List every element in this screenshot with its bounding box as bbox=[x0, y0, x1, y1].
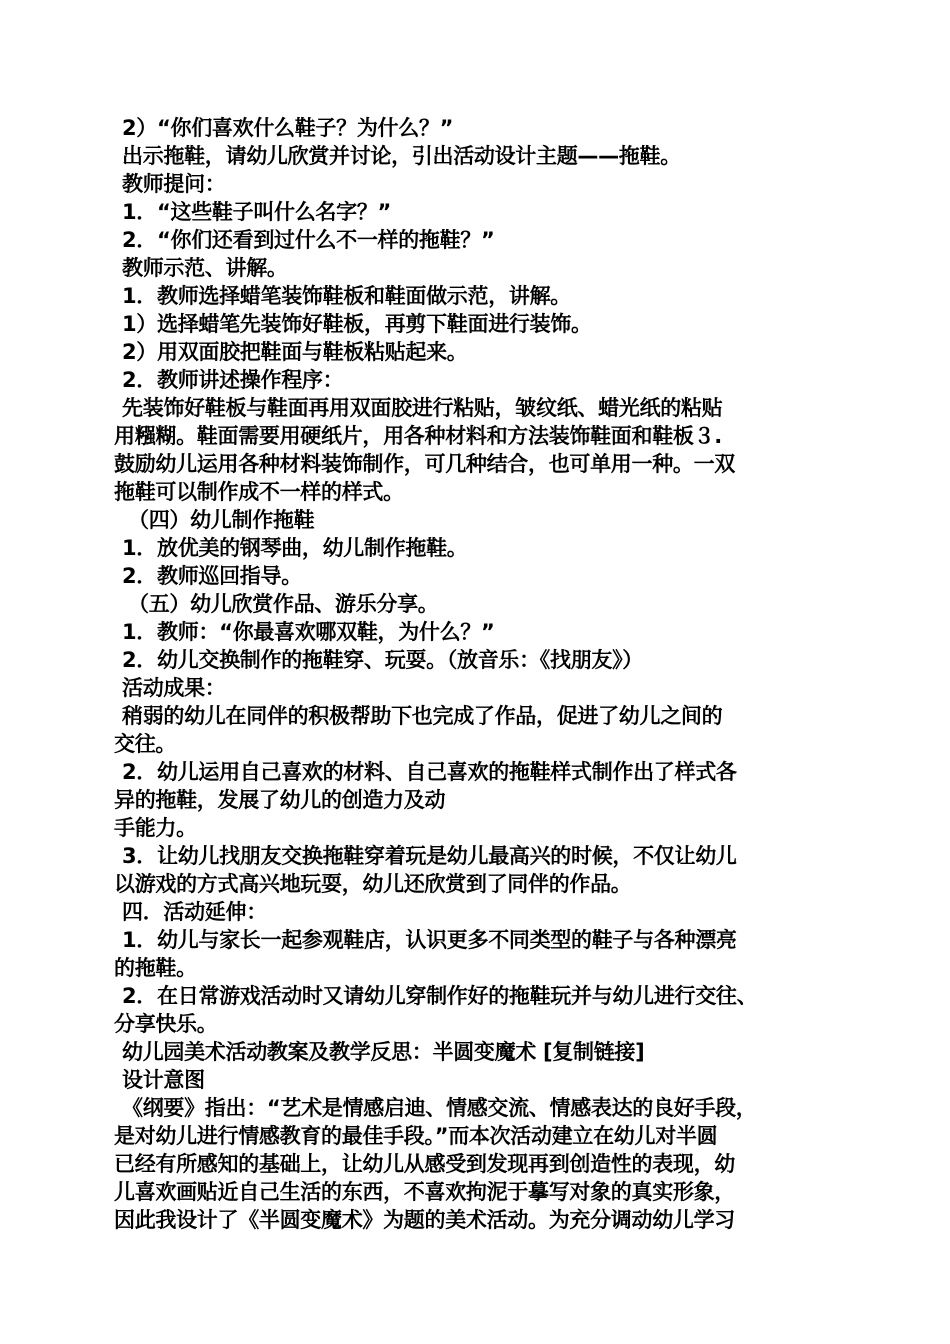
text-line: 2）用双面胶把鞋面与鞋板粘贴起来。 bbox=[122, 340, 468, 364]
document-title: 幼儿园美术活动教案及教学反思：半圆变魔术 [复制链接] bbox=[122, 1040, 645, 1064]
text-line: 异的拖鞋，发展了幼儿的创造力及动 bbox=[114, 788, 446, 812]
text-line: 因此我设计了《半圆变魔术》为题的美术活动。为充分调动幼儿学习 bbox=[114, 1208, 735, 1232]
text-line: 稍弱的幼儿在同伴的积极帮助下也完成了作品，促进了幼儿之间的 bbox=[122, 704, 723, 728]
section-heading: 四．活动延伸： bbox=[122, 900, 267, 924]
section-heading: 设计意图 bbox=[122, 1068, 205, 1092]
text-line: 1．“这些鞋子叫什么名字？” bbox=[122, 200, 392, 224]
text-line: 教师示范、讲解。 bbox=[122, 256, 288, 280]
text-line: 用糨糊。鞋面需要用硬纸片，用各种材料和方法装饰鞋面和鞋板３. bbox=[114, 424, 722, 448]
text-line: 《纲要》指出：“艺术是情感启迪、情感交流、情感表达的良好手段， bbox=[122, 1096, 757, 1120]
text-line: 1．教师：“你最喜欢哪双鞋，为什么？” bbox=[122, 620, 495, 644]
text-line: 2．教师讲述操作程序： bbox=[122, 368, 344, 392]
text-line: 教师提问： bbox=[122, 172, 226, 196]
text-line: 手能力。 bbox=[114, 816, 197, 840]
text-line: 是对幼儿进行情感教育的最佳手段。”而本次活动建立在幼儿对半圆 bbox=[114, 1124, 718, 1148]
text-line: 2．“你们还看到过什么不一样的拖鞋？” bbox=[122, 228, 495, 252]
document-page bbox=[114, 114, 844, 1234]
text-line: 交往。 bbox=[114, 732, 177, 756]
text-line: 分享快乐。 bbox=[114, 1012, 218, 1036]
text-line: 儿喜欢画贴近自己生活的东西，不喜欢拘泥于摹写对象的真实形象， bbox=[114, 1180, 735, 1204]
text-line: 2．幼儿运用自己喜欢的材料、自己喜欢的拖鞋样式制作出了样式各 bbox=[122, 760, 737, 784]
section-heading: （五）幼儿欣赏作品、游乐分享。 bbox=[128, 592, 439, 616]
text-line: 1．幼儿与家长一起参观鞋店，认识更多不同类型的鞋子与各种漂亮 bbox=[122, 928, 737, 952]
text-line: 2．在日常游戏活动时又请幼儿穿制作好的拖鞋玩并与幼儿进行交往、 bbox=[122, 984, 758, 1008]
text-line: 以游戏的方式高兴地玩耍，幼儿还欣赏到了同伴的作品。 bbox=[114, 872, 632, 896]
text-line: 鼓励幼儿运用各种材料装饰制作，可几种结合，也可单用一种。一双 bbox=[114, 452, 735, 476]
text-line: 活动成果： bbox=[122, 676, 226, 700]
text-line: 的拖鞋。 bbox=[114, 956, 197, 980]
text-line: 拖鞋可以制作成不一样的样式。 bbox=[114, 480, 404, 504]
text-line: 2）“你们喜欢什么鞋子？为什么？” bbox=[122, 116, 454, 140]
text-line: 1．放优美的钢琴曲，幼儿制作拖鞋。 bbox=[122, 536, 468, 560]
text-line: 先装饰好鞋板与鞋面再用双面胶进行粘贴，皱纹纸、蜡光纸的粘贴 bbox=[122, 396, 723, 420]
text-line: 3．让幼儿找朋友交换拖鞋穿着玩是幼儿最高兴的时候，不仅让幼儿 bbox=[122, 844, 737, 868]
section-heading: （四）幼儿制作拖鞋 bbox=[128, 508, 315, 532]
text-line: 1．教师选择蜡笔装饰鞋板和鞋面做示范，讲解。 bbox=[122, 284, 572, 308]
text-line: 1）选择蜡笔先装饰好鞋板，再剪下鞋面进行装饰。 bbox=[122, 312, 592, 336]
text-line: 已经有所感知的基础上，让幼儿从感受到发现再到创造性的表现，幼 bbox=[114, 1152, 735, 1176]
text-line: 2．幼儿交换制作的拖鞋穿、玩耍。（放音乐：《找朋友》） bbox=[122, 648, 644, 672]
text-line: 出示拖鞋，请幼儿欣赏并讨论，引出活动设计主题——拖鞋。 bbox=[122, 144, 681, 168]
text-line: 2．教师巡回指导。 bbox=[122, 564, 302, 588]
